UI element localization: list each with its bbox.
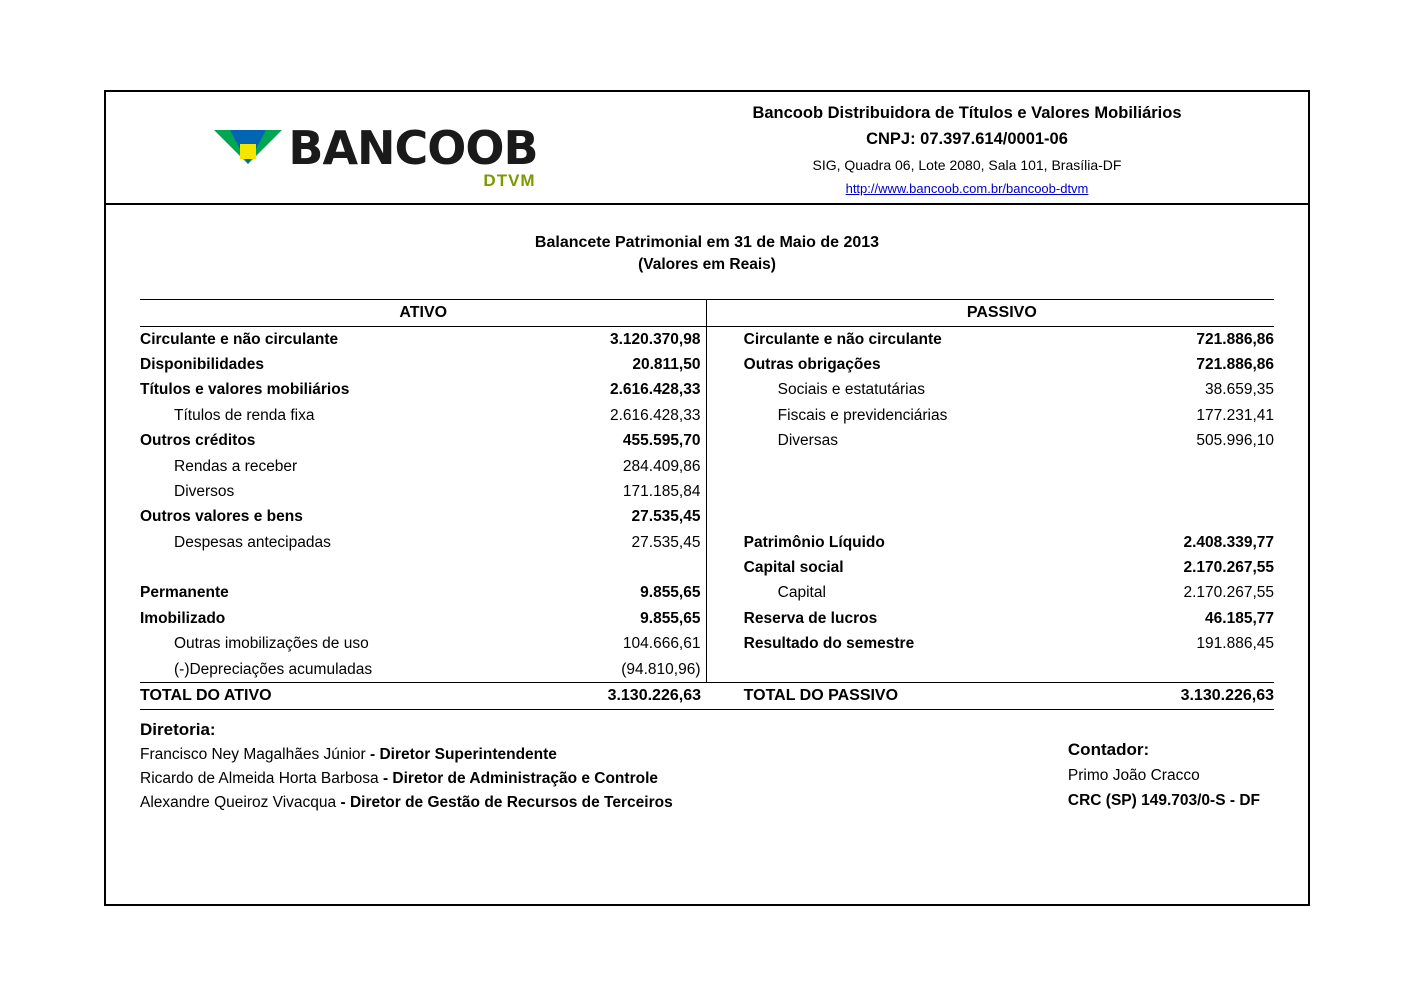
ativo-label: Despesas antecipadas bbox=[174, 533, 331, 551]
ativo-label: Disponibilidades bbox=[140, 356, 265, 374]
column-divider bbox=[707, 606, 730, 631]
table-row bbox=[140, 530, 1274, 555]
ativo-value: 9.855,65 bbox=[640, 584, 701, 602]
ativo-value: 2.616.428,33 bbox=[609, 381, 701, 399]
director-name: Francisco Ney Magalhães Júnior bbox=[140, 745, 366, 763]
director-name: Alexandre Queiroz Vivacqua bbox=[140, 793, 337, 811]
report-title-line1: Balancete Patrimonial em 31 de Maio de 2013 bbox=[534, 234, 880, 251]
passivo-label: Fiscais e previdenciárias bbox=[777, 406, 948, 424]
column-divider bbox=[707, 530, 730, 555]
ativo-label: Circulante e não circulante bbox=[140, 330, 339, 348]
table-row bbox=[140, 631, 1274, 656]
passivo-label: Circulante e não circulante bbox=[743, 330, 942, 348]
column-divider bbox=[707, 682, 730, 709]
ativo-value: 104.666,61 bbox=[622, 635, 701, 653]
table-header-row bbox=[140, 299, 1274, 326]
ativo-label: Permanente bbox=[140, 584, 229, 602]
ativo-label: Imobilizado bbox=[140, 609, 226, 627]
document-page bbox=[104, 90, 1310, 906]
passivo-value: 505.996,10 bbox=[1196, 432, 1274, 450]
passivo-value: 38.659,35 bbox=[1205, 381, 1274, 399]
ativo-value: 9.855,65 bbox=[640, 609, 701, 627]
ativo-label bbox=[140, 555, 514, 580]
table-row bbox=[140, 555, 1274, 580]
document-header bbox=[106, 92, 1308, 205]
ativo-value: (94.810,96) bbox=[621, 660, 701, 678]
company-address: SIG, Quadra 06, Lote 2080, Sala 101, Brasília-DF bbox=[812, 156, 1122, 173]
logo-subtext: DTVM bbox=[483, 170, 536, 190]
table-row bbox=[140, 580, 1274, 605]
passivo-label: Outras obrigações bbox=[743, 356, 881, 374]
column-divider bbox=[707, 454, 730, 479]
table-total-row bbox=[140, 682, 1274, 709]
ativo-value: 284.409,86 bbox=[622, 457, 701, 475]
passivo-label: Sociais e estatutárias bbox=[777, 381, 925, 399]
column-header-ativo: ATIVO bbox=[140, 299, 707, 326]
ativo-label: Rendas a receber bbox=[174, 457, 298, 475]
ativo-label: Outros créditos bbox=[140, 432, 256, 450]
total-ativo-value: 3.130.226,63 bbox=[514, 682, 707, 709]
ativo-label: Outras imobilizações de uso bbox=[174, 635, 369, 653]
director-name: Ricardo de Almeida Horta Barbosa bbox=[140, 769, 379, 787]
ativo-value: 3.120.370,98 bbox=[609, 330, 701, 348]
ativo-value: 2.616.428,33 bbox=[609, 406, 701, 424]
passivo-label: Diversas bbox=[777, 432, 838, 450]
table-row bbox=[140, 479, 1274, 504]
ativo-value: 171.185,84 bbox=[622, 482, 701, 500]
total-passivo-label: TOTAL DO PASSIVO bbox=[730, 682, 1082, 709]
director-role: - Diretor Superintendente bbox=[365, 745, 557, 763]
ativo-value: 27.535,45 bbox=[631, 533, 701, 551]
ativo-value: 455.595,70 bbox=[622, 432, 701, 450]
passivo-value: 2.408.339,77 bbox=[1183, 533, 1274, 551]
contador-crc: CRC (SP) 149.703/0-S - DF bbox=[1067, 791, 1260, 809]
ativo-value: 20.811,50 bbox=[632, 356, 701, 374]
table-row bbox=[140, 352, 1274, 377]
ativo-label: Outros valores e bens bbox=[140, 508, 303, 526]
passivo-value bbox=[1081, 454, 1274, 479]
table-row bbox=[140, 504, 1274, 529]
column-divider bbox=[707, 580, 730, 605]
column-divider bbox=[707, 631, 730, 656]
balance-sheet bbox=[140, 299, 1274, 709]
column-divider bbox=[707, 479, 730, 504]
company-website-link[interactable]: http://www.bancoob.com.br/bancoob-dtvm bbox=[845, 181, 1089, 197]
column-divider bbox=[707, 657, 730, 683]
table-row bbox=[140, 657, 1274, 683]
passivo-value: 46.185,77 bbox=[1205, 609, 1274, 627]
column-divider bbox=[707, 504, 730, 529]
contador-name: Primo João Cracco bbox=[1067, 766, 1200, 784]
passivo-value bbox=[1081, 479, 1274, 504]
director-role: - Diretor de Administração e Controle bbox=[378, 769, 658, 787]
passivo-label bbox=[730, 454, 1082, 479]
table-row bbox=[140, 403, 1274, 428]
company-info bbox=[626, 92, 1308, 203]
diretoria-title: Diretoria: bbox=[140, 719, 216, 739]
table-row bbox=[140, 326, 1274, 352]
contador-title: Contador: bbox=[1067, 739, 1150, 759]
passivo-value bbox=[1081, 657, 1274, 683]
column-divider bbox=[707, 352, 730, 377]
table-row bbox=[140, 454, 1274, 479]
company-name: Bancoob Distribuidora de Títulos e Valores Mobiliários bbox=[752, 104, 1182, 122]
ativo-label: Títulos e valores mobiliários bbox=[140, 381, 350, 399]
column-header-passivo: PASSIVO bbox=[730, 299, 1274, 326]
column-divider bbox=[707, 326, 730, 352]
passivo-label: Patrimônio Líquido bbox=[743, 533, 885, 551]
ativo-label: (-)Depreciações acumuladas bbox=[174, 660, 373, 678]
passivo-label bbox=[730, 504, 1082, 529]
ativo-value bbox=[514, 555, 707, 580]
passivo-value: 191.886,45 bbox=[1196, 635, 1274, 653]
passivo-label bbox=[730, 657, 1082, 683]
total-ativo-label: TOTAL DO ATIVO bbox=[140, 682, 514, 709]
table-row bbox=[140, 428, 1274, 453]
column-divider bbox=[707, 555, 730, 580]
column-divider bbox=[707, 377, 730, 402]
logo-wordmark: BANCOOB bbox=[288, 120, 538, 175]
signature-block bbox=[140, 709, 1274, 812]
passivo-value: 721.886,86 bbox=[1196, 356, 1274, 374]
passivo-label: Capital social bbox=[743, 559, 844, 577]
company-logo bbox=[106, 92, 626, 203]
ativo-label: Diversos bbox=[174, 482, 235, 500]
passivo-value: 177.231,41 bbox=[1196, 406, 1274, 424]
passivo-label: Reserva de lucros bbox=[743, 609, 878, 627]
passivo-value bbox=[1081, 504, 1274, 529]
passivo-value: 2.170.267,55 bbox=[1183, 559, 1274, 577]
passivo-label: Resultado do semestre bbox=[743, 635, 915, 653]
total-passivo-value: 3.130.226,63 bbox=[1081, 682, 1274, 709]
balance-table bbox=[140, 299, 1274, 709]
passivo-label: Capital bbox=[777, 584, 826, 602]
contador-block bbox=[1068, 740, 1260, 810]
report-title bbox=[106, 205, 1308, 277]
bancoob-logo-icon bbox=[214, 128, 282, 168]
company-cnpj: CNPJ: 07.397.614/0001-06 bbox=[866, 130, 1068, 149]
column-divider bbox=[707, 428, 730, 453]
ativo-label: Títulos de renda fixa bbox=[174, 406, 315, 424]
column-divider bbox=[707, 403, 730, 428]
ativo-value: 27.535,45 bbox=[631, 508, 701, 526]
director-role: - Diretor de Gestão de Recursos de Terceiros bbox=[336, 793, 673, 811]
report-title-line2: (Valores em Reais) bbox=[638, 256, 776, 274]
passivo-value: 2.170.267,55 bbox=[1183, 584, 1274, 602]
table-row bbox=[140, 377, 1274, 402]
table-row bbox=[140, 606, 1274, 631]
passivo-label bbox=[730, 479, 1082, 504]
passivo-value: 721.886,86 bbox=[1196, 330, 1274, 348]
